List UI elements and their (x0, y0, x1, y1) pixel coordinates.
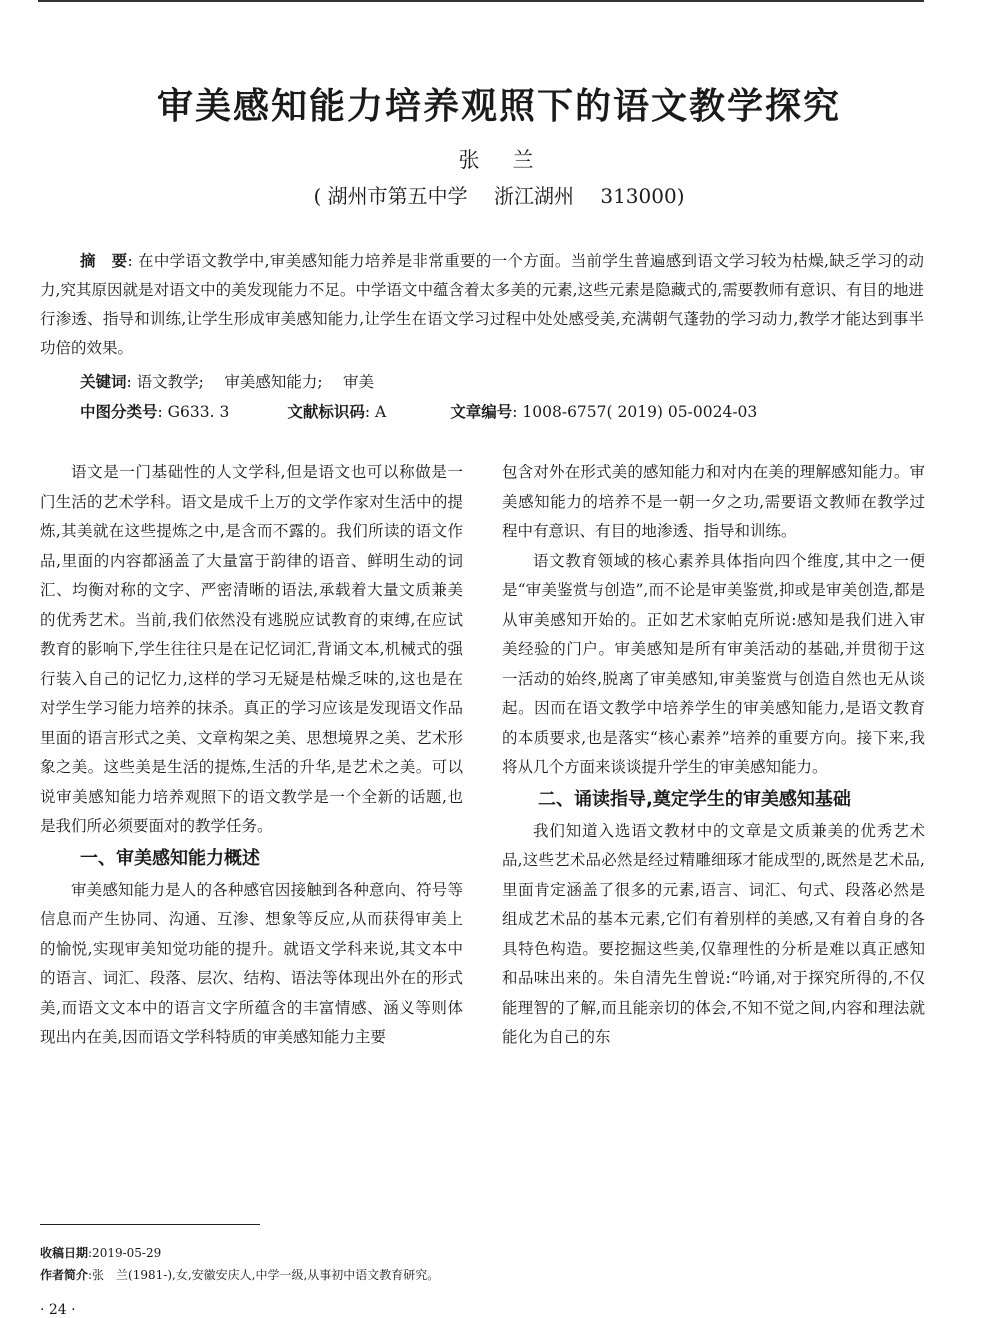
body-paragraph: 我们知道入选语文教材中的文章是文质兼美的优秀艺术品,这些艺术品必然是经过精雕细琢才能成型的,既然是艺术品,里面肯定涵盖了很多的元素,语言、词汇、句式、段落必然是组成艺术品的基本元素,它们有着别样的美感,又有着自身的各具特色构造。要挖掘这些美,仅靠理性的分析是难以真正感知和品味出来的。朱自清先生曾说:“吟诵,对于探究所得的,不仅能理智的了解,而且能亲切的体会,不知不觉之间,内容和理法就能化为自己的东 (502, 821, 925, 1046)
keywords (80, 370, 940, 392)
received-label: 收稿日期 (40, 1246, 89, 1260)
clc-value: : G633. 3 (157, 403, 230, 421)
keywords-text: : 语文教学; 审美感知能力; 审美 (126, 373, 374, 391)
classification-line (80, 400, 940, 422)
author-bio-value: :张 兰(1981-),女,安徽安庆人,中学一级,从事初中语文教育研究。 (88, 1268, 440, 1282)
received-date (40, 1244, 161, 1261)
section-heading-2: 二、诵读指导,奠定学生的审美感知基础 (538, 788, 851, 810)
doc-code-value: : A (364, 403, 387, 421)
abstract (40, 247, 924, 363)
keywords-label: 关键词 (80, 373, 127, 391)
body-paragraph: 审美感知能力是人的各种感官因接触到各种意向、符号等信息而产生协同、沟通、互渗、想象等反应,从而获得审美上的愉悦,实现审美知觉功能的提升。就语文学科来说,其文本中的语言、词汇、段落、层次、结构、语法等体现出外在的形式美,而语文文本中的语言文字所蕴含的丰富情感、涵义等则体现出内在美,因而语文学科特质的审美感知能力主要 (40, 880, 463, 1046)
article-number-value: : 1008-6757( 2019) 05-0024-03 (512, 403, 758, 421)
body-paragraph: 语文是一门基础性的人文学科,但是语文也可以称做是一门生活的艺术学科。语文是成千上万的文学作家对生活中的提炼,其美就在这些提炼之中,是含而不露的。我们所读的语文作品,里面的内容都涵盖了大量富于韵律的语音、鲜明生动的词汇、均衡对称的文字、严密清晰的语法,承载着大量文质兼美的优秀艺术。当前,我们依然没有逃脱应试教育的束缚,在应试教育的影响下,学生往往只是在记忆词汇,背诵文本,机械式的强行装入自己的记忆力,这样的学习无疑是枯燥乏味的,这也是在对学生学习能力培养的抹杀。真正的学习应该是发现语文作品里面的语言形式之美、文章构架之美、思想境界之美、艺术形象之美。这些美是生活的提炼,生活的升华,是艺术之美。可以说审美感知能力培养观照下的语文教学是一个全新的话题,也是我们所必须要面对的教学任务。 (40, 463, 463, 835)
paper-title: 审美感知能力培养观照下的语文教学探究 (156, 86, 841, 127)
top-rule (38, 0, 924, 2)
page-number: · 24 · (40, 1302, 76, 1318)
author-name: 张 兰 (458, 148, 540, 172)
abstract-label: 摘 要 (80, 252, 128, 270)
footnote-rule (40, 1224, 260, 1225)
clc-label: 中图分类号 (80, 403, 158, 421)
right-column (502, 458, 925, 1053)
abstract-text: : 在中学语文教学中,审美感知能力培养是非常重要的一个方面。当前学生普遍感到语文学习较为枯燥,缺乏学习的动力,究其原因就是对语文中的美发现能力不足。中学语文中蕴含着太多美的元素,这些元素是隐藏式的,需要教师有意识、有目的地进行渗透、指导和训练,让学生形成审美感知能力,让学生在语文学习过程中处处感受美,充满朝气蓬勃的学习动力,教学才能达到事半功倍的效果。 (40, 252, 924, 357)
author-affiliation: ( 湖州市第五中学 浙江湖州 313000) (313, 184, 685, 208)
left-column (40, 458, 463, 1053)
body-paragraph: 语文教育领域的核心素养具体指向四个维度,其中之一便是“审美鉴赏与创造”,而不论是审美鉴赏,抑或是审美创造,都是从审美感知开始的。正如艺术家帕克所说:感知是我们进入审美经验的门户。审美感知是所有审美活动的基础,并贯彻于这一活动的始终,脱离了审美感知,审美鉴赏与创造自然也无从谈起。因而在语文教学中培养学生的审美感知能力,是语文教育的本质要求,也是落实“核心素养”培养的重要方向。接下来,我将从几个方面来谈谈提升学生的审美感知能力。 (502, 551, 925, 776)
section-heading-1: 一、审美感知能力概述 (80, 847, 260, 869)
author-bio-label: 作者简介 (40, 1268, 89, 1282)
doc-code-label: 文献标识码 (287, 403, 365, 421)
article-number-label: 文章编号 (450, 403, 513, 421)
author-bio (40, 1266, 439, 1283)
body-paragraph: 包含对外在形式美的感知能力和对内在美的理解感知能力。审美感知能力的培养不是一朝一夕之功,需要语文教师在教学过程中有意识、有目的地渗透、指导和训练。 (502, 463, 925, 540)
received-value: :2019-05-29 (88, 1246, 162, 1260)
